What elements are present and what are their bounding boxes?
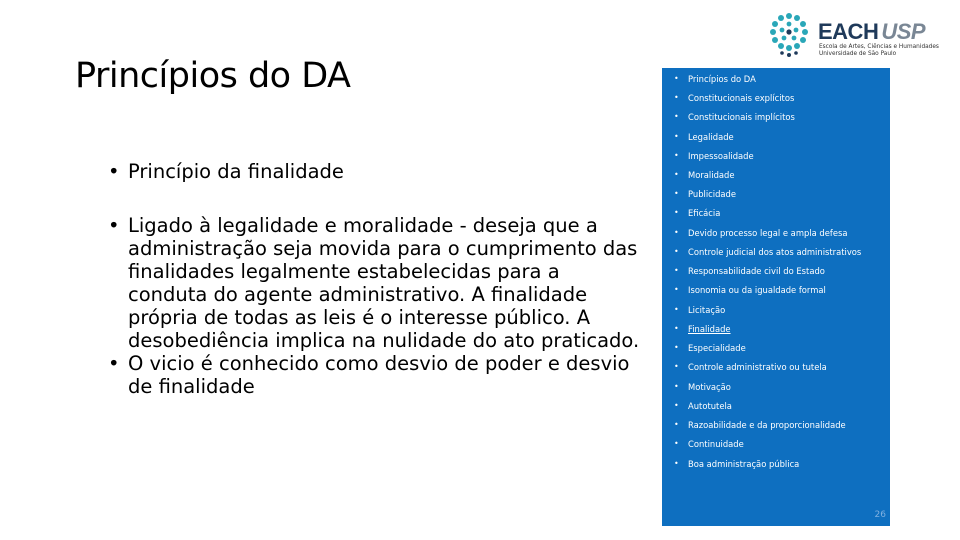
topic-item-active[interactable]: • Finalidade bbox=[662, 323, 731, 335]
topic-item[interactable]: • Princípios do DA bbox=[662, 73, 756, 85]
topic-item[interactable]: • Responsabilidade civil do Estado bbox=[662, 265, 825, 277]
logo-each-text: EACH bbox=[818, 19, 879, 44]
topic-item[interactable]: • Legalidade bbox=[662, 131, 734, 143]
topic-item[interactable]: • Licitação bbox=[662, 304, 725, 316]
topic-item[interactable]: • Controle administrativo ou tutela bbox=[662, 361, 827, 373]
topic-item[interactable]: • Moralidade bbox=[662, 169, 735, 181]
each-emblem-icon bbox=[764, 8, 814, 64]
bullet-list bbox=[108, 160, 643, 398]
logo-subtitle: Universidade de São Paulo bbox=[819, 50, 897, 57]
topic-item[interactable]: • Autotutela bbox=[662, 400, 732, 412]
topic-item[interactable]: • Controle judicial dos atos administrativos bbox=[662, 246, 861, 258]
topic-item[interactable]: • Constitucionais implícitos bbox=[662, 111, 795, 123]
logo-usp-text: USP bbox=[881, 19, 926, 44]
slide-title: Princípios do DA bbox=[75, 56, 351, 96]
topic-item[interactable]: • Motivação bbox=[662, 381, 731, 393]
topic-item[interactable]: • Impessoalidade bbox=[662, 150, 754, 162]
topic-item[interactable]: • Devido processo legal e ampla defesa bbox=[662, 227, 847, 239]
topic-item[interactable]: • Eficácia bbox=[662, 207, 720, 219]
topic-item[interactable]: • Publicidade bbox=[662, 188, 736, 200]
topic-item[interactable]: • Constitucionais explícitos bbox=[662, 92, 794, 104]
logo-subtitle: Escola de Artes, Ciências e Humanidades bbox=[819, 44, 939, 50]
bullet-item: • O vicio é conhecido como desvio de poder e desvio de finalidade bbox=[108, 352, 643, 398]
topic-item[interactable]: • Continuidade bbox=[662, 438, 744, 450]
topics-side-panel bbox=[662, 68, 890, 526]
bullet-item: • Ligado à legalidade e moralidade - deseja que a administração seja movida para o cumprimento das finalidades legalmente estabelecidas para a conduta do agente administrativo. A finalidade própria de todas as leis é o interesse público. A desobediência implica na nulidade do ato praticado. bbox=[108, 214, 643, 352]
bullet-item: • Princípio da finalidade bbox=[108, 160, 643, 183]
topic-item[interactable]: • Boa administração pública bbox=[662, 458, 799, 470]
page-number: 26 bbox=[874, 510, 886, 520]
topic-item[interactable]: • Especialidade bbox=[662, 342, 746, 354]
topic-item[interactable]: • Razoabilidade e da proporcionalidade bbox=[662, 419, 846, 431]
each-usp-logo bbox=[764, 8, 944, 64]
topic-item[interactable]: • Isonomia ou da igualdade formal bbox=[662, 284, 826, 296]
